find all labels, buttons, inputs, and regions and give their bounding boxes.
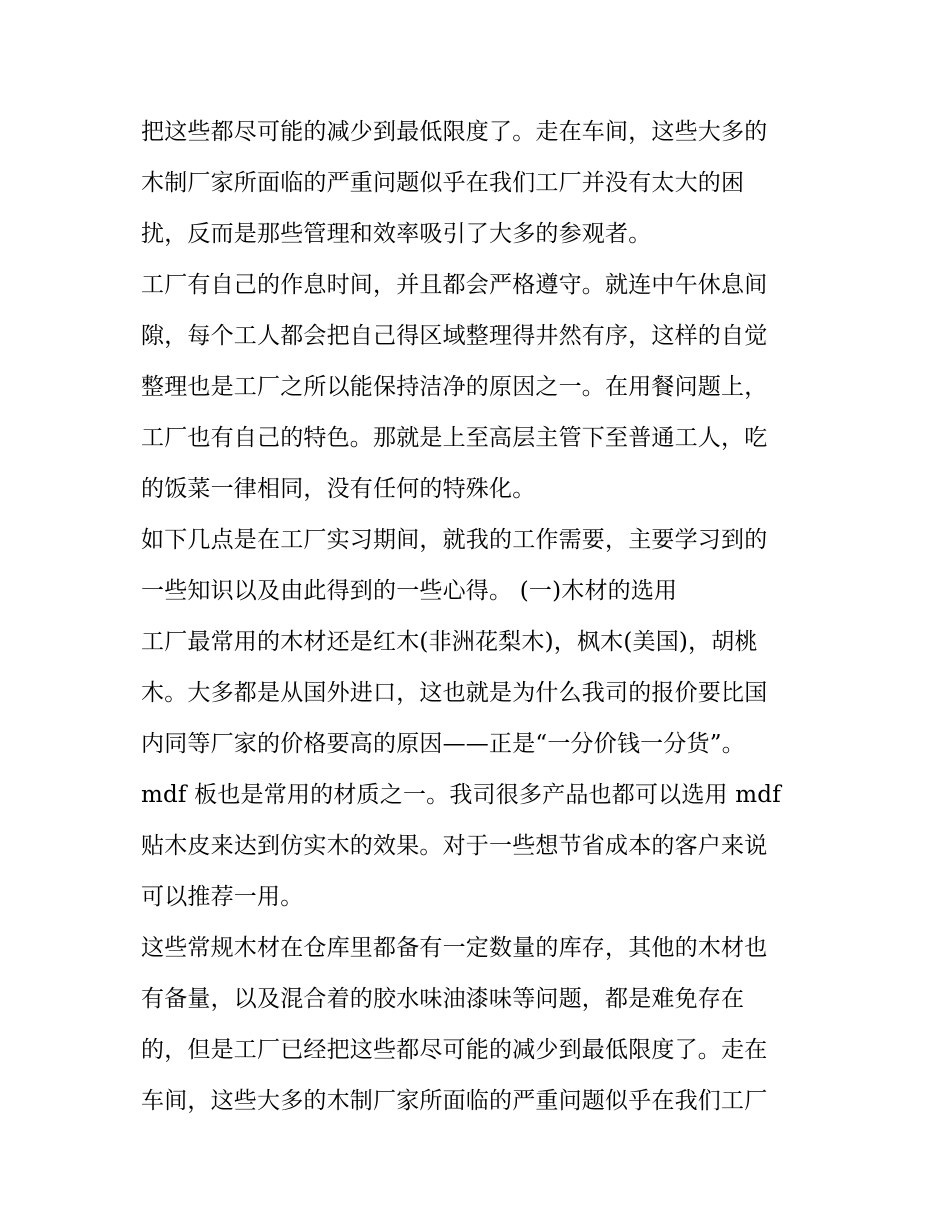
text-line: 木。大多都是从国外进口，这也就是为什么我司的报价要比国 (141, 680, 768, 706)
text-line: 整理也是工厂之所以能保持洁净的原因之一。在用餐问题上， (141, 374, 768, 400)
text-line: 可以推荐一用。 (141, 884, 304, 910)
body-text (141, 107, 821, 1127)
text-line: 内同等厂家的价格要高的原因——正是“一分价钱一分货”。 (141, 731, 745, 757)
text-line: 工厂有自己的作息时间，并且都会严格遵守。就连中午休息间 (141, 272, 768, 298)
text-line: 隙，每个工人都会把自己得区域整理得井然有序，这样的自觉 (141, 323, 768, 349)
text-line: 有备量，以及混合着的胶水味油漆味等问题，都是难免存在 (141, 986, 745, 1012)
text-line: 扰，反而是那些管理和效率吸引了大多的参观者。 (141, 221, 652, 247)
text-line: mdf 板也是常用的材质之一。我司很多产品也都可以选用 mdf (141, 782, 781, 808)
text-line: 木制厂家所面临的严重问题似乎在我们工厂并没有太大的困 (141, 170, 745, 196)
text-line: 把这些都尽可能的减少到最低限度了。走在车间，这些大多的 (141, 119, 768, 145)
text-line: 车间，这些大多的木制厂家所面临的严重问题似乎在我们工厂 (141, 1088, 768, 1114)
text-line: 的饭菜一律相同，没有任何的特殊化。 (141, 476, 536, 502)
text-line: 工厂最常用的木材还是红木(非洲花梨木)，枫木(美国)，胡桃 (141, 629, 758, 655)
text-line: 贴木皮来达到仿实木的效果。对于一些想节省成本的客户来说 (141, 833, 768, 859)
text-line: 如下几点是在工厂实习期间，就我的工作需要，主要学习到的 (141, 527, 768, 553)
text-line: 一些知识以及由此得到的一些心得。 (一)木材的选用 (141, 578, 678, 604)
text-line: 的，但是工厂已经把这些都尽可能的减少到最低限度了。走在 (141, 1037, 768, 1063)
text-line: 这些常规木材在仓库里都备有一定数量的库存，其他的木材也 (141, 935, 768, 961)
text-line: 工厂也有自己的特色。那就是上至高层主管下至普通工人，吃 (141, 425, 768, 451)
